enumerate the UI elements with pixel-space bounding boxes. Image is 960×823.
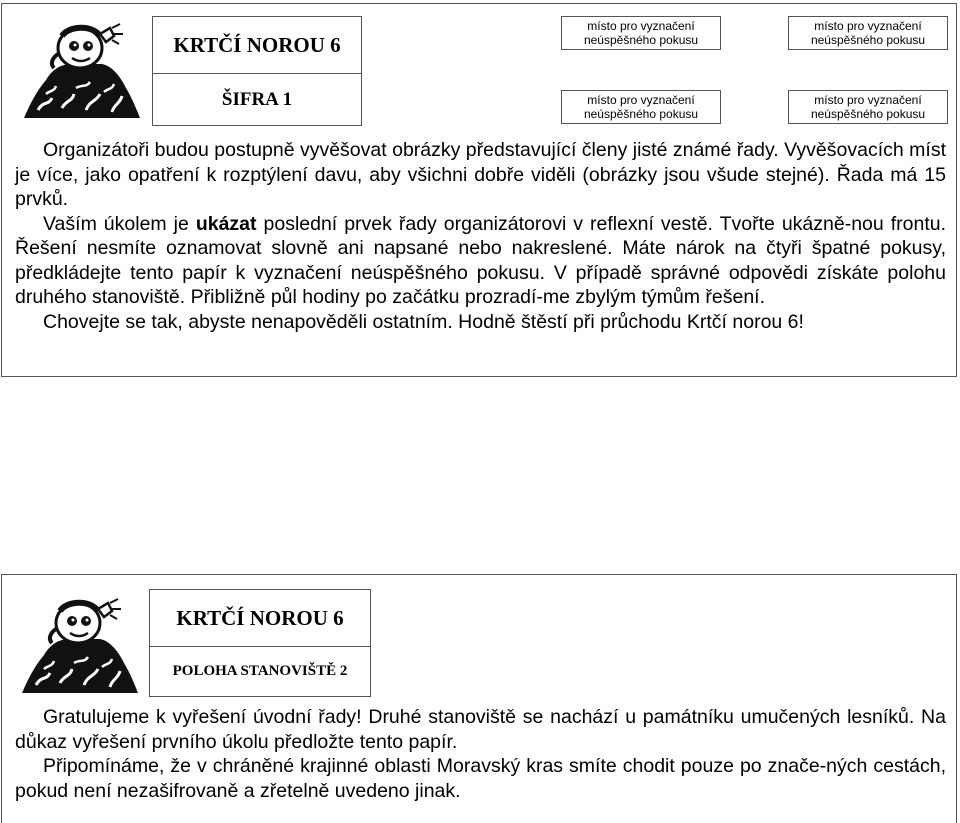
- page-title: KRTČÍ NOROU 6: [149, 589, 371, 646]
- slot-label-line1: místo pro vyznačení: [587, 93, 695, 107]
- mole-logo-icon: [14, 589, 142, 699]
- instructions-text: [15, 138, 946, 334]
- failed-attempt-slot: [561, 90, 721, 124]
- slot-label-line2: neúspěšného pokusu: [810, 107, 926, 121]
- slot-label-line1: místo pro vyznačení: [814, 93, 922, 107]
- instructions-paragraph: [15, 212, 946, 310]
- failed-attempt-slot: [561, 16, 721, 50]
- location-text: [15, 705, 946, 803]
- instructions-paragraph: Organizátoři budou postupně vyvěšovat obrázky představující členy jisté známé řady. Vyvěšovacích míst je více, jako opatření k rozptýlení davu, aby všichni dobře viděli (obrázky jsou všude stejné). Řada má 15 prvků.: [15, 139, 946, 210]
- page-title: KRTČÍ NOROU 6: [152, 16, 362, 73]
- slot-label-line2: neúspěšného pokusu: [810, 33, 926, 47]
- puzzle-subtitle: ŠIFRA 1: [152, 73, 362, 126]
- slot-label-line2: neúspěšného pokusu: [583, 107, 699, 121]
- text-run: Vaším úkolem je: [43, 212, 196, 235]
- failed-attempt-slot: [788, 16, 948, 50]
- location-card-2: [1, 574, 957, 823]
- slot-label-line1: místo pro vyznačení: [587, 19, 695, 33]
- mole-logo-icon: [16, 14, 144, 124]
- emphasis-word: ukázat: [195, 212, 257, 235]
- instructions-paragraph: Chovejte se tak, abyste nenapověděli ostatním. Hodně štěstí při průchodu Krtčí norou 6!: [43, 310, 804, 333]
- failed-attempt-slot: [788, 90, 948, 124]
- slot-label-line1: místo pro vyznačení: [814, 19, 922, 33]
- location-subtitle: POLOHA STANOVIŠTĚ 2: [149, 646, 371, 697]
- location-paragraph: Připomínáme, že v chráněné krajinné oblasti Moravský kras smíte chodit pouze po znače-ných cestách, pokud není nezašifrovaně a zřetelně uvedeno jinak.: [15, 755, 946, 802]
- puzzle-card-1: [1, 3, 957, 377]
- text-run: poslední prvek řady organizátorovi v reflexní vestě. Tvořte ukázně-nou frontu. Řešení nesmíte oznamovat slovně ani napsané nebo nakreslené. Máte nárok na čtyři špatné pokusy, předkládejte tento papír k vyznačení neúspěšného pokusu. V případě správné odpovědi získáte polohu druhého stanoviště. Přibližně půl hodiny po začátku prozradí-me zbylým týmům řešení.: [15, 212, 947, 308]
- slot-label-line2: neúspěšného pokusu: [583, 33, 699, 47]
- location-paragraph: Gratulujeme k vyřešení úvodní řady! Druhé stanoviště se nachází u památníku umučených lesníků. Na důkaz vyřešení prvního úkolu předložte tento papír.: [15, 706, 946, 753]
